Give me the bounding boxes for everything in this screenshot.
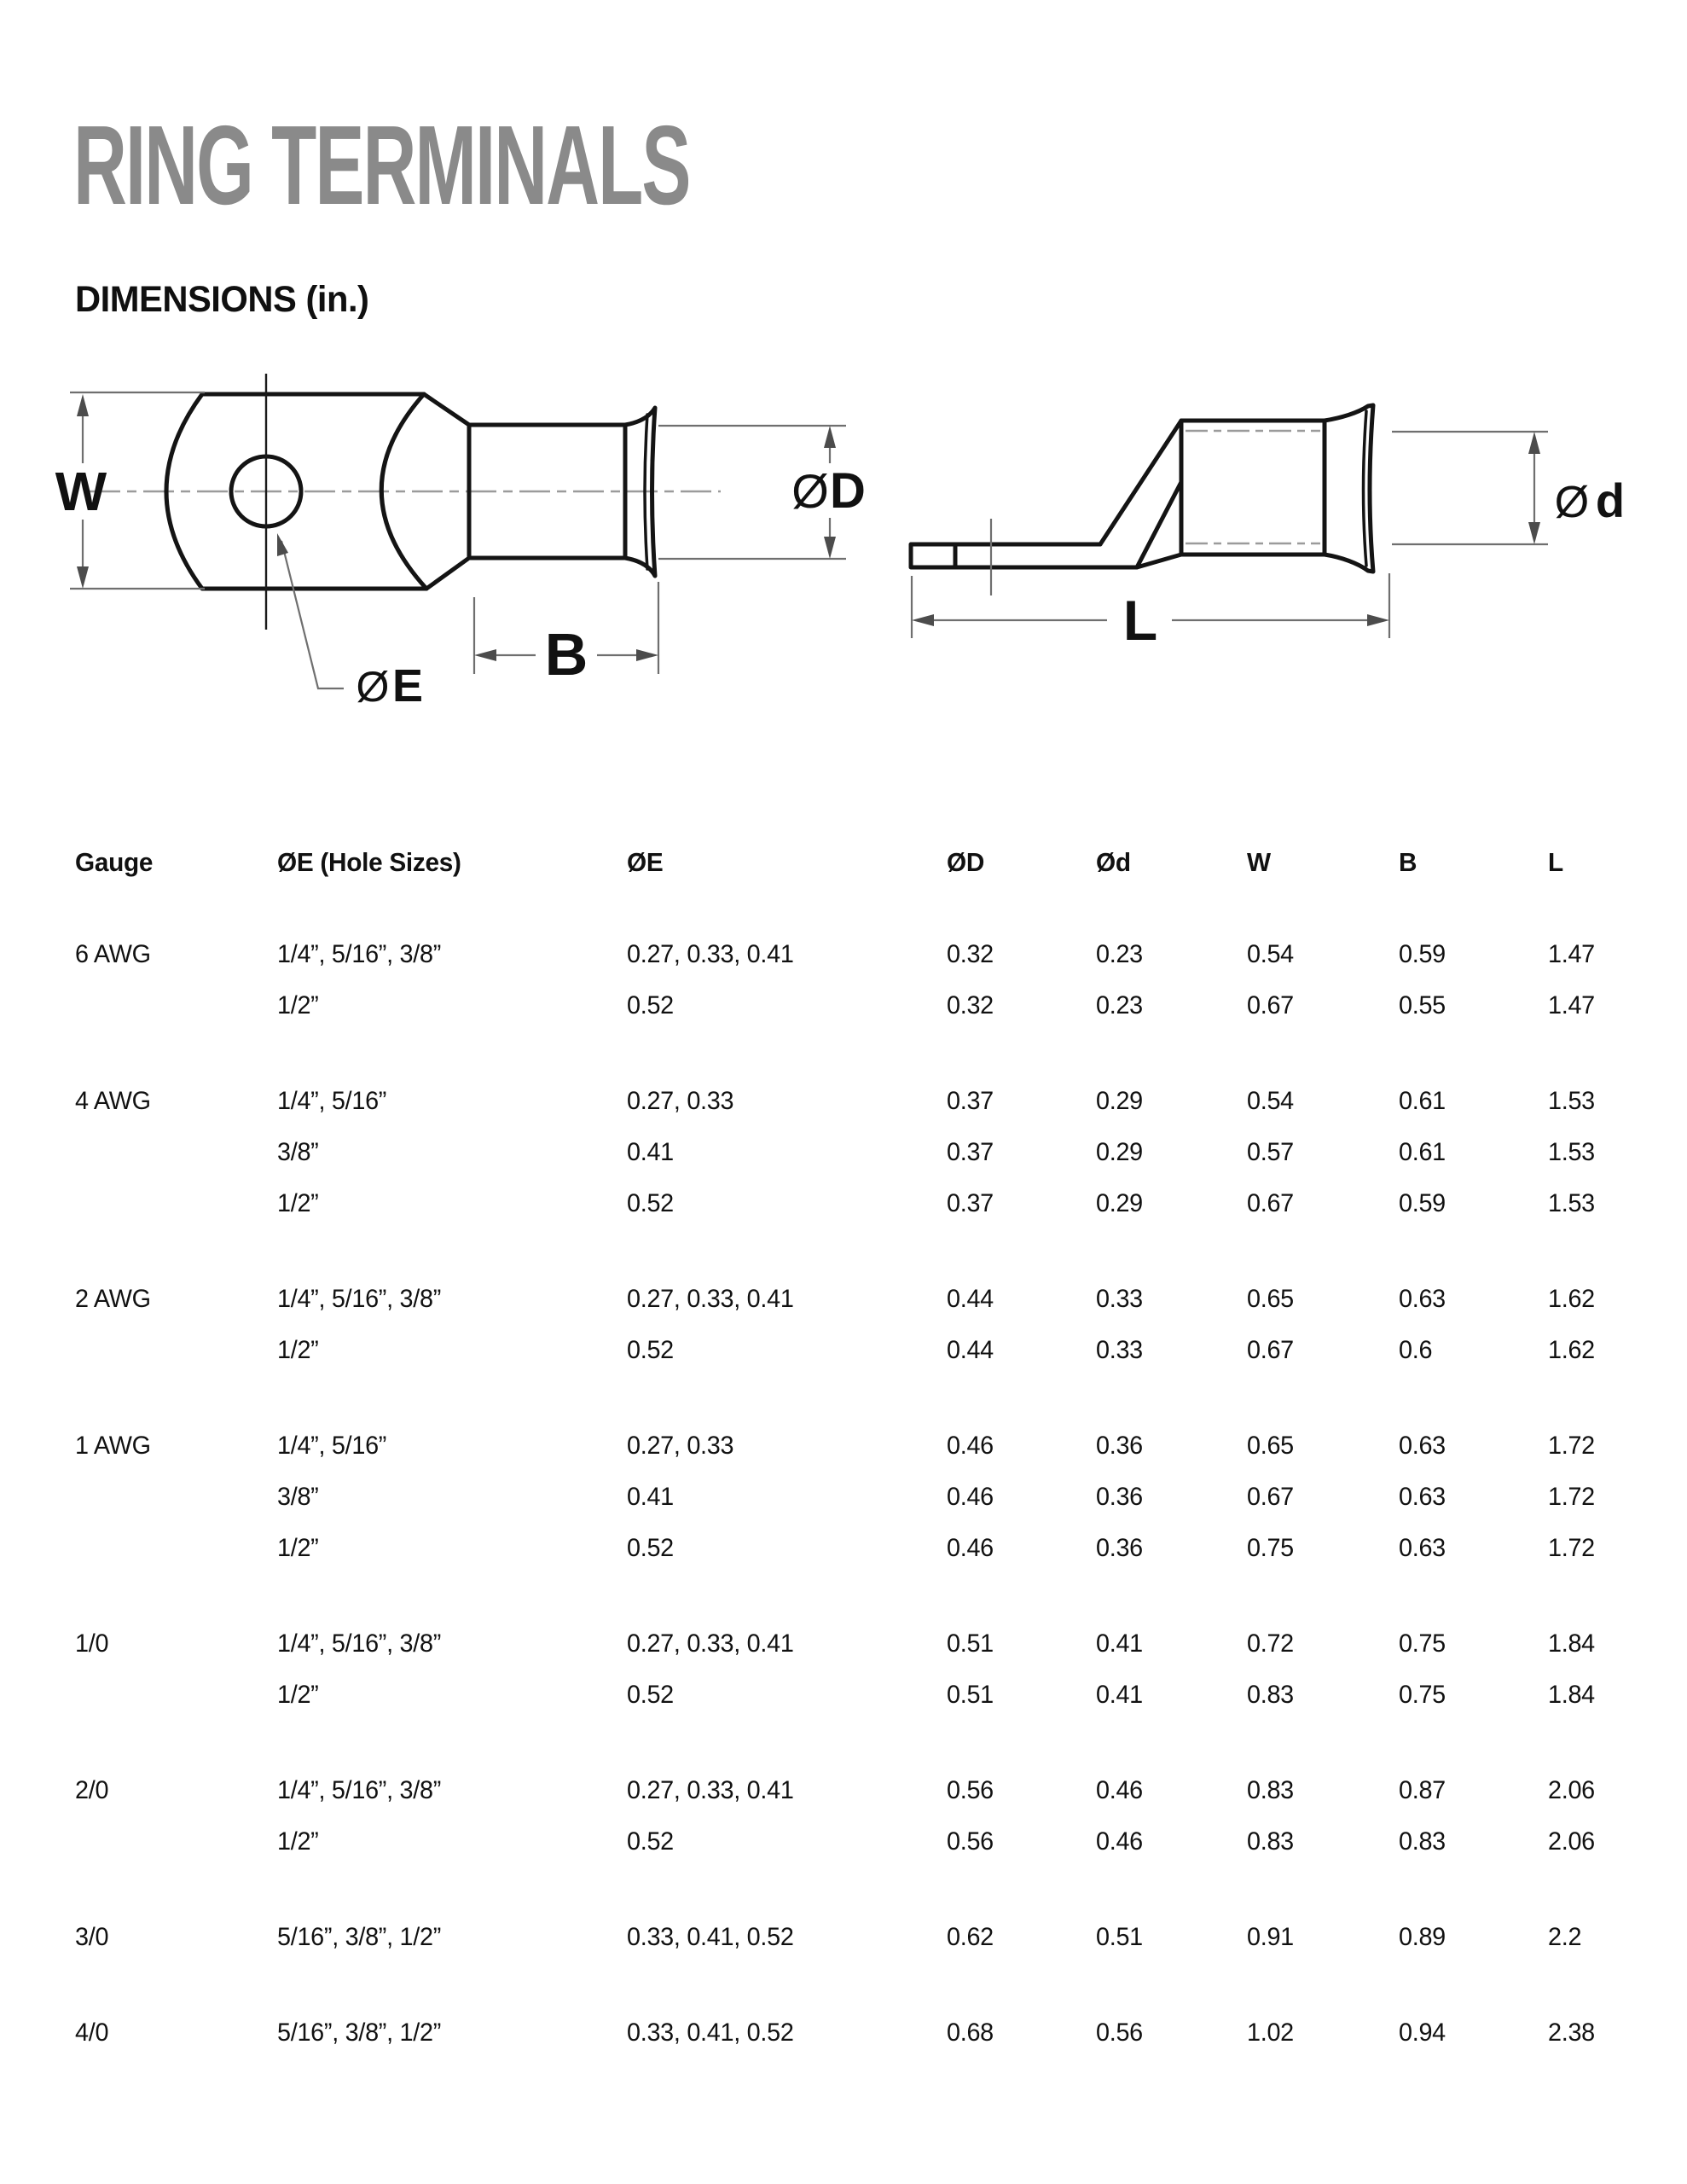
table-cell: 1.72: [1548, 1483, 1595, 1511]
table-cell: 0.91: [1247, 1923, 1294, 1951]
table-cell: 1/2”: [277, 1827, 319, 1856]
table-cell: 5/16”, 3/8”, 1/2”: [277, 1923, 442, 1951]
table-cell: 1.72: [1548, 1432, 1595, 1460]
table-cell: 0.23: [1096, 991, 1143, 1019]
table-cell: 0.46: [1096, 1776, 1143, 1804]
table-row: [75, 1420, 1661, 1472]
table-row: [75, 1670, 1661, 1721]
table-cell: 1 AWG: [75, 1432, 151, 1460]
table-cell: 0.51: [1096, 1923, 1143, 1951]
table-cell: 0.27, 0.33, 0.41: [627, 940, 794, 968]
table-cell: 0.65: [1247, 1432, 1294, 1460]
table-cell: 0.87: [1399, 1776, 1446, 1804]
table-row: [75, 1127, 1661, 1178]
table-cell: 0.33, 0.41, 0.52: [627, 2018, 794, 2047]
table-cell: 0.37: [947, 1138, 994, 1166]
table-cell: 0.67: [1247, 1483, 1294, 1511]
table-cell: 1.72: [1548, 1534, 1595, 1562]
table-cell: 0.83: [1247, 1681, 1294, 1709]
table-cell: 0.32: [947, 991, 994, 1019]
table-cell: 1.02: [1247, 2018, 1294, 2047]
table-cell: 0.52: [627, 991, 674, 1019]
table-cell: 0.52: [627, 1827, 674, 1856]
table-cell: 0.67: [1247, 1189, 1294, 1217]
table-cell: 0.75: [1399, 1681, 1446, 1709]
col-header-w: W: [1247, 847, 1271, 877]
bore-lines: [1186, 431, 1320, 543]
dimensions-table: [75, 840, 1661, 2059]
table-cell: 0.56: [947, 1776, 994, 1804]
table-cell: 0.83: [1247, 1827, 1294, 1856]
table-cell: 0.56: [1096, 2018, 1143, 2047]
table-cell: 0.46: [947, 1534, 994, 1562]
table-cell: 1/2”: [277, 1189, 319, 1217]
table-cell: 0.6: [1399, 1336, 1433, 1364]
table-cell: 0.61: [1399, 1087, 1446, 1115]
oe-label: E: [391, 660, 424, 712]
table-cell: 0.61: [1399, 1138, 1446, 1166]
table-cell: 0.94: [1399, 2018, 1446, 2047]
table-row: [75, 1912, 1661, 1963]
riser-edges: [1100, 421, 1181, 567]
table-cell: 1/4”, 5/16”: [277, 1432, 387, 1460]
table-cell: 0.54: [1247, 940, 1294, 968]
table-cell: 1.47: [1548, 940, 1595, 968]
table-cell: 0.65: [1247, 1285, 1294, 1313]
table-cell: 1/4”, 5/16”, 3/8”: [277, 1776, 442, 1804]
col-header-b: B: [1399, 847, 1417, 877]
col-header-od: ØD: [947, 847, 985, 877]
side-barrel-outline: [1181, 421, 1325, 555]
w-label: W: [55, 461, 107, 522]
gauge-group: [75, 929, 1661, 1031]
table-row: [75, 1618, 1661, 1670]
table-cell: 1.62: [1548, 1336, 1595, 1364]
ring-terminal-top-view: [55, 374, 866, 712]
table-cell: 0.33: [1096, 1336, 1143, 1364]
table-cell: 1.47: [1548, 991, 1595, 1019]
table-cell: 0.68: [947, 2018, 994, 2047]
table-cell: 0.32: [947, 940, 994, 968]
od-label: D: [830, 463, 866, 519]
table-cell: 0.27, 0.33: [627, 1087, 734, 1115]
table-cell: 2.38: [1548, 2018, 1595, 2047]
table-cell: 3/0: [75, 1923, 109, 1951]
table-cell: 0.41: [1096, 1629, 1143, 1658]
gauge-group: [75, 1274, 1661, 1376]
table-cell: 0.46: [1096, 1827, 1143, 1856]
table-cell: 1/4”, 5/16”, 3/8”: [277, 940, 442, 968]
gauge-group: [75, 1618, 1661, 1721]
table-cell: 0.75: [1247, 1534, 1294, 1562]
table-cell: 0.27, 0.33: [627, 1432, 734, 1460]
table-cell: 2/0: [75, 1776, 109, 1804]
table-cell: 1/2”: [277, 1336, 319, 1364]
table-row: [75, 1325, 1661, 1376]
table-cell: 0.37: [947, 1087, 994, 1115]
table-cell: 0.44: [947, 1336, 994, 1364]
table-row: [75, 2007, 1661, 2059]
table-cell: 1/0: [75, 1629, 109, 1658]
table-cell: 0.33: [1096, 1285, 1143, 1313]
table-cell: 0.46: [947, 1483, 994, 1511]
gauge-group: [75, 1765, 1661, 1867]
table-cell: 0.83: [1247, 1776, 1294, 1804]
dimension-l: [912, 573, 1389, 652]
table-cell: 0.57: [1247, 1138, 1294, 1166]
table-cell: 0.52: [627, 1189, 674, 1217]
table-cell: 0.55: [1399, 991, 1446, 1019]
table-cell: 1.53: [1548, 1138, 1595, 1166]
table-cell: 0.37: [947, 1189, 994, 1217]
table-cell: 0.75: [1399, 1629, 1446, 1658]
table-cell: 0.63: [1399, 1534, 1446, 1562]
table-cell: 1/2”: [277, 1681, 319, 1709]
table-cell: 0.59: [1399, 1189, 1446, 1217]
table-cell: 2.2: [1548, 1923, 1582, 1951]
table-cell: 1.53: [1548, 1189, 1595, 1217]
table-cell: 2.06: [1548, 1776, 1595, 1804]
table-cell: 3/8”: [277, 1138, 319, 1166]
l-label: L: [1122, 589, 1158, 652]
table-row: [75, 1178, 1661, 1229]
table-cell: 0.54: [1247, 1087, 1294, 1115]
table-cell: 0.46: [947, 1432, 994, 1460]
table-cell: 0.29: [1096, 1138, 1143, 1166]
table-cell: 0.63: [1399, 1432, 1446, 1460]
table-row: [75, 929, 1661, 980]
table-cell: 1/2”: [277, 991, 319, 1019]
table-cell: 0.59: [1399, 940, 1446, 968]
col-header-oe: ØE: [627, 847, 664, 877]
table-cell: 0.41: [1096, 1681, 1143, 1709]
table-cell: 0.29: [1096, 1189, 1143, 1217]
table-cell: 0.63: [1399, 1483, 1446, 1511]
table-row: [75, 1765, 1661, 1816]
table-row: [75, 1816, 1661, 1867]
table-cell: 0.89: [1399, 1923, 1446, 1951]
table-cell: 0.83: [1399, 1827, 1446, 1856]
dimension-diagrams: [0, 0, 1687, 819]
dimension-b: [474, 582, 658, 688]
table-row: [75, 1076, 1661, 1127]
table-cell: 1.84: [1548, 1629, 1595, 1658]
od-phi-symbol: Ø: [791, 464, 829, 518]
table-cell: 0.41: [627, 1138, 674, 1166]
table-cell: 0.23: [1096, 940, 1143, 968]
page-title: RING TERMINALS: [73, 102, 690, 228]
table-row: [75, 980, 1661, 1031]
gauge-group: [75, 2007, 1661, 2059]
table-cell: 0.52: [627, 1336, 674, 1364]
table-cell: 0.36: [1096, 1483, 1143, 1511]
table-cell: 1.62: [1548, 1285, 1595, 1313]
table-cell: 0.27, 0.33, 0.41: [627, 1285, 794, 1313]
gauge-group: [75, 1076, 1661, 1229]
table-cell: 0.27, 0.33, 0.41: [627, 1776, 794, 1804]
table-cell: 0.44: [947, 1285, 994, 1313]
table-cell: 2 AWG: [75, 1285, 151, 1313]
table-body: [75, 929, 1661, 2059]
table-cell: 0.33, 0.41, 0.52: [627, 1923, 794, 1951]
table-cell: 0.52: [627, 1534, 674, 1562]
table-cell: 1/4”, 5/16”, 3/8”: [277, 1629, 442, 1658]
dimension-od-inner: [1392, 432, 1625, 544]
table-cell: 2.06: [1548, 1827, 1595, 1856]
table-cell: 1/2”: [277, 1534, 319, 1562]
b-label: B: [544, 621, 588, 688]
table-cell: 3/8”: [277, 1483, 319, 1511]
table-cell: 0.63: [1399, 1285, 1446, 1313]
table-cell: 0.36: [1096, 1432, 1143, 1460]
table-cell: 0.29: [1096, 1087, 1143, 1115]
table-cell: 0.72: [1247, 1629, 1294, 1658]
table-cell: 1/4”, 5/16”: [277, 1087, 387, 1115]
col-header-gauge: Gauge: [75, 847, 154, 877]
table-row: [75, 1472, 1661, 1523]
table-cell: 4 AWG: [75, 1087, 151, 1115]
table-header-row: [75, 840, 1661, 885]
table-cell: 5/16”, 3/8”, 1/2”: [277, 2018, 442, 2047]
table-cell: 0.27, 0.33, 0.41: [627, 1629, 794, 1658]
table-cell: 6 AWG: [75, 940, 151, 968]
ring-terminal-side-view: [911, 405, 1625, 652]
od-inner-label: d: [1595, 473, 1626, 527]
tongue-outline: [911, 544, 1137, 567]
table-cell: 0.36: [1096, 1534, 1143, 1562]
table-cell: 4/0: [75, 2018, 109, 2047]
col-header-hole-sizes: ØE (Hole Sizes): [277, 847, 461, 877]
table-cell: 1.53: [1548, 1087, 1595, 1115]
gauge-group: [75, 1420, 1661, 1574]
col-header-od-inner: Ød: [1096, 847, 1131, 877]
section-heading-dimensions: DIMENSIONS (in.): [75, 279, 369, 320]
side-flare-lip-inner-line: [1364, 411, 1367, 566]
table-cell: 0.52: [627, 1681, 674, 1709]
od-inner-phi-symbol: Ø: [1554, 478, 1590, 527]
table-cell: 1.84: [1548, 1681, 1595, 1709]
table-row: [75, 1523, 1661, 1574]
table-cell: 0.62: [947, 1923, 994, 1951]
table-cell: 0.51: [947, 1629, 994, 1658]
table-cell: 0.56: [947, 1827, 994, 1856]
col-header-l: L: [1548, 847, 1563, 877]
table-cell: 0.67: [1247, 991, 1294, 1019]
oe-phi-symbol: Ø: [356, 663, 390, 711]
gauge-group: [75, 1912, 1661, 1963]
table-cell: 0.41: [627, 1483, 674, 1511]
dimension-oe: [277, 533, 423, 712]
table-cell: 0.51: [947, 1681, 994, 1709]
table-cell: 1/4”, 5/16”, 3/8”: [277, 1285, 442, 1313]
table-row: [75, 1274, 1661, 1325]
table-cell: 0.67: [1247, 1336, 1294, 1364]
